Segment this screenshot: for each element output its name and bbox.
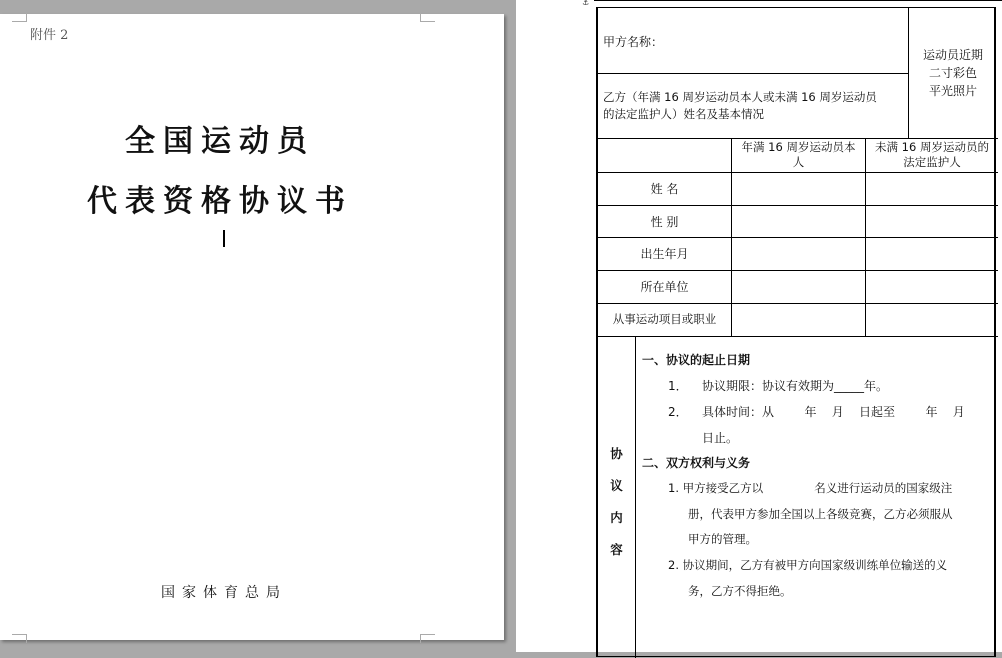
birth-minor-field[interactable]: [866, 238, 997, 270]
unit-adult-field[interactable]: [732, 271, 865, 303]
section-heading-2: 二、双方权利与义务: [642, 456, 751, 470]
side-label-char: 容: [610, 542, 623, 557]
photo-note-line: 二寸彩色: [928, 66, 977, 80]
column-header-line: 人: [792, 155, 805, 169]
column-header-line: 年满 16 周岁运动员本: [741, 140, 856, 154]
clause-1-line: 1. 甲方接受乙方以 名义进行运动员的国家级注: [668, 481, 953, 495]
column-header-minor: [866, 140, 998, 170]
cover-page: [0, 14, 504, 640]
item-2-text-cont: 日止。: [702, 431, 739, 445]
unit-minor-field[interactable]: [866, 271, 997, 303]
column-header-line: 未满 16 周岁运动员的: [875, 140, 989, 154]
clause-1-line: 甲方的管理。: [688, 532, 757, 546]
gender-adult-field[interactable]: [732, 206, 865, 237]
party-a-label: 甲方名称：: [603, 35, 664, 49]
party-b-label-line: 的法定监护人）姓名及基本情况: [603, 107, 764, 121]
page-corner-mark: [12, 634, 27, 643]
name-minor-field[interactable]: [866, 173, 997, 205]
clause-2-line: 2. 协议期间，乙方有被甲方向国家级训练单位输送的义: [668, 558, 948, 572]
attachment-label: 附件 2: [30, 28, 69, 43]
birth-adult-field[interactable]: [732, 238, 865, 270]
item-number: 2．: [668, 405, 688, 419]
party-b-label: [603, 89, 877, 123]
section-heading-1: 一、协议的起止日期: [642, 353, 751, 367]
title-line-2: 代表资格协议书: [87, 184, 353, 219]
info-table: [596, 7, 996, 657]
item-1-text: 协议期限：协议有效期为_____年。: [702, 379, 889, 393]
grid-line: [635, 336, 636, 658]
clause-2-line: 务，乙方不得拒绝。: [688, 584, 792, 598]
title-line-1: 全国运动员: [125, 124, 315, 159]
clause-1-line: 册，代表甲方参加全国以上各级竞赛，乙方必须服从: [688, 507, 953, 521]
name-adult-field[interactable]: [732, 173, 865, 205]
item-2-text: 具体时间：从 年 月 日起至 年 月: [702, 405, 965, 419]
gender-minor-field[interactable]: [866, 206, 997, 237]
top-border: [594, 0, 1002, 1]
occupation-minor-field[interactable]: [866, 304, 997, 336]
photo-note-line: 平光照片: [928, 84, 977, 98]
item-number: 1．: [668, 379, 688, 393]
text-cursor: [223, 230, 225, 247]
row-label-name: 姓 名: [650, 182, 679, 196]
side-label-char: 协: [610, 446, 623, 461]
column-header-adult: [732, 140, 865, 170]
photo-note-line: 运动员近期: [922, 48, 983, 62]
form-page: [516, 0, 1002, 652]
side-label-char: 议: [610, 478, 623, 493]
side-label-char: 内: [610, 510, 623, 525]
row-label-gender: 性 别: [650, 215, 679, 229]
grid-line: [598, 138, 998, 139]
agreement-content-label: [598, 438, 635, 566]
anchor-icon: ⚓: [582, 0, 590, 7]
page-corner-mark: [12, 13, 27, 22]
issuer-name: 国家体育总局: [161, 585, 287, 601]
column-header-line: 法定监护人: [903, 155, 961, 169]
occupation-adult-field[interactable]: [732, 304, 865, 336]
row-label-birth: 出生年月: [640, 247, 689, 261]
grid-line: [598, 336, 998, 337]
grid-line: [908, 8, 909, 139]
photo-note: [910, 46, 996, 100]
page-corner-mark: [420, 13, 435, 22]
row-label-unit: 所在单位: [640, 280, 689, 294]
party-b-label-line: 乙方（年满 16 周岁运动员本人或未满 16 周岁运动员: [603, 90, 877, 104]
grid-line: [598, 73, 908, 74]
page-corner-mark: [420, 634, 435, 643]
row-label-occupation: 从事运动项目或职业: [612, 312, 717, 326]
